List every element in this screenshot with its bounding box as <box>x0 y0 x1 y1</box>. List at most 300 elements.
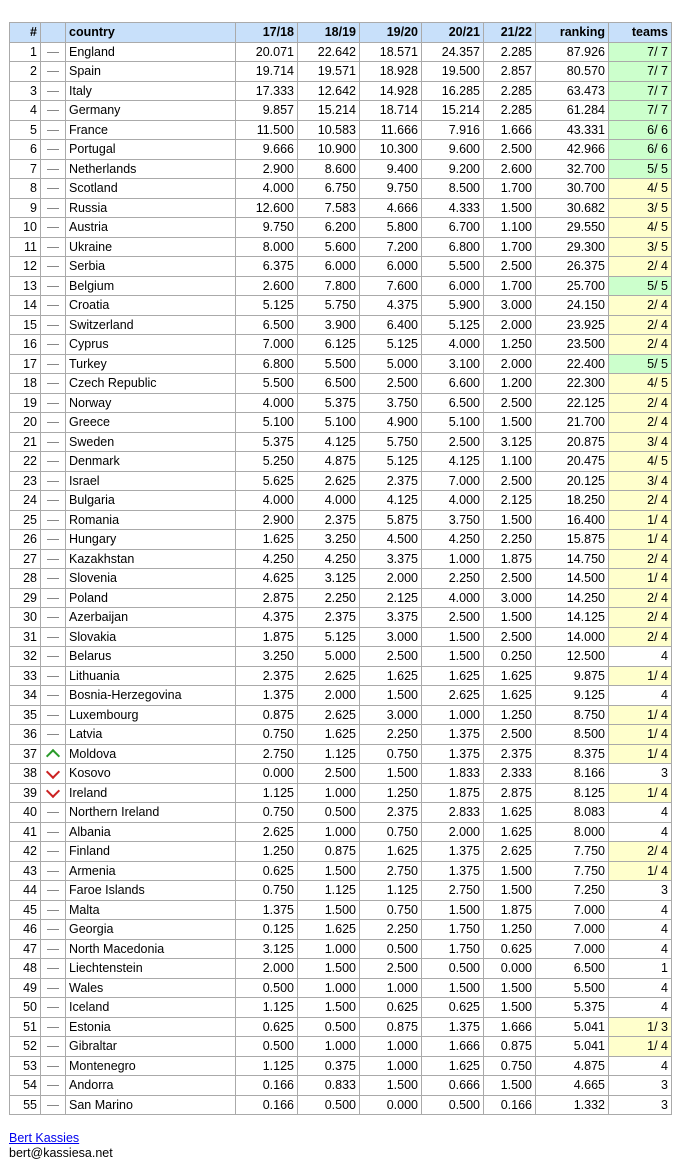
season-cell: 3.000 <box>360 705 422 725</box>
season-cell: 0.666 <box>422 1076 484 1096</box>
season-cell: 2.285 <box>484 101 536 121</box>
trend-unchanged-icon <box>47 1046 59 1047</box>
rank-cell: 16 <box>10 335 41 355</box>
season-cell: 5.125 <box>360 452 422 472</box>
ranking-cell: 15.875 <box>536 530 609 550</box>
trend-unchanged-icon <box>47 461 59 462</box>
season-cell: 1.625 <box>298 725 360 745</box>
teams-cell: 1 <box>609 959 672 979</box>
teams-cell: 4 <box>609 686 672 706</box>
ranking-cell: 25.700 <box>536 276 609 296</box>
ranking-cell: 7.750 <box>536 842 609 862</box>
rank-cell: 49 <box>10 978 41 998</box>
season-cell: 3.900 <box>298 315 360 335</box>
rank-cell: 19 <box>10 393 41 413</box>
season-cell: 1.750 <box>422 920 484 940</box>
table-row <box>10 725 672 745</box>
season-cell: 9.750 <box>236 218 298 238</box>
trend-unchanged-icon <box>47 1027 59 1028</box>
season-cell: 0.500 <box>360 939 422 959</box>
rank-cell: 11 <box>10 237 41 257</box>
season-cell: 1.500 <box>422 978 484 998</box>
trend-cell <box>41 939 66 959</box>
ranking-cell: 8.000 <box>536 822 609 842</box>
table-row <box>10 1095 672 1115</box>
season-cell: 6.125 <box>298 335 360 355</box>
season-cell: 0.250 <box>484 647 536 667</box>
teams-cell: 3/ 4 <box>609 432 672 452</box>
ranking-cell: 29.300 <box>536 237 609 257</box>
trend-cell <box>41 198 66 218</box>
teams-cell: 2/ 4 <box>609 257 672 277</box>
ranking-cell: 7.000 <box>536 920 609 940</box>
season-cell: 1.000 <box>298 1037 360 1057</box>
season-cell: 1.000 <box>360 978 422 998</box>
table-row <box>10 549 672 569</box>
table-row <box>10 179 672 199</box>
season-cell: 1.500 <box>484 881 536 901</box>
season-cell: 7.800 <box>298 276 360 296</box>
table-header-row <box>10 23 672 43</box>
season-cell: 15.214 <box>298 101 360 121</box>
season-cell: 8.000 <box>236 237 298 257</box>
season-cell: 2.375 <box>484 744 536 764</box>
trend-cell <box>41 315 66 335</box>
header-country[interactable]: country <box>66 23 236 43</box>
country-cell: Albania <box>66 822 236 842</box>
country-cell: Northern Ireland <box>66 803 236 823</box>
ranking-cell: 8.125 <box>536 783 609 803</box>
teams-cell: 3 <box>609 764 672 784</box>
country-cell: Denmark <box>66 452 236 472</box>
author-link[interactable]: Bert Kassies <box>9 1131 80 1145</box>
teams-cell: 2/ 4 <box>609 335 672 355</box>
season-cell: 5.800 <box>360 218 422 238</box>
trend-cell <box>41 549 66 569</box>
ranking-cell: 4.875 <box>536 1056 609 1076</box>
season-cell: 6.600 <box>422 374 484 394</box>
season-cell: 2.125 <box>484 491 536 511</box>
trend-unchanged-icon <box>47 383 59 384</box>
rank-cell: 20 <box>10 413 41 433</box>
country-cell: Wales <box>66 978 236 998</box>
season-cell: 6.000 <box>360 257 422 277</box>
country-cell: Moldova <box>66 744 236 764</box>
season-cell: 1.625 <box>298 920 360 940</box>
header-teams[interactable]: teams <box>609 23 672 43</box>
trend-unchanged-icon <box>47 247 59 248</box>
trend-cell <box>41 588 66 608</box>
table-row <box>10 842 672 862</box>
season-cell: 2.833 <box>422 803 484 823</box>
season-cell: 5.750 <box>360 432 422 452</box>
season-cell: 0.166 <box>484 1095 536 1115</box>
ranking-cell: 30.700 <box>536 179 609 199</box>
ranking-cell: 6.500 <box>536 959 609 979</box>
country-cell: Czech Republic <box>66 374 236 394</box>
season-cell: 9.857 <box>236 101 298 121</box>
season-cell: 4.250 <box>236 549 298 569</box>
season-cell: 3.375 <box>360 608 422 628</box>
season-cell: 2.625 <box>236 822 298 842</box>
table-row <box>10 218 672 238</box>
country-cell: Switzerland <box>66 315 236 335</box>
season-cell: 12.600 <box>236 198 298 218</box>
season-cell: 20.071 <box>236 42 298 62</box>
season-cell: 19.714 <box>236 62 298 82</box>
rank-cell: 30 <box>10 608 41 628</box>
table-row <box>10 510 672 530</box>
table-row <box>10 803 672 823</box>
season-cell: 5.875 <box>360 510 422 530</box>
season-cell: 6.500 <box>298 374 360 394</box>
country-cell: Kosovo <box>66 764 236 784</box>
trend-cell <box>41 666 66 686</box>
trend-cell <box>41 218 66 238</box>
country-cell: Armenia <box>66 861 236 881</box>
ranking-cell: 20.875 <box>536 432 609 452</box>
season-cell: 1.500 <box>298 861 360 881</box>
season-cell: 5.500 <box>422 257 484 277</box>
country-cell: Iceland <box>66 998 236 1018</box>
trend-unchanged-icon <box>47 286 59 287</box>
trend-unchanged-icon <box>47 130 59 131</box>
season-cell: 1.000 <box>298 822 360 842</box>
ranking-cell: 22.125 <box>536 393 609 413</box>
ranking-cell: 9.125 <box>536 686 609 706</box>
season-cell: 6.800 <box>236 354 298 374</box>
season-cell: 1.100 <box>484 218 536 238</box>
teams-cell: 4 <box>609 1056 672 1076</box>
trend-unchanged-icon <box>47 188 59 189</box>
season-cell: 5.500 <box>298 354 360 374</box>
rank-cell: 41 <box>10 822 41 842</box>
season-cell: 8.500 <box>422 179 484 199</box>
table-row <box>10 822 672 842</box>
season-cell: 1.625 <box>484 686 536 706</box>
season-cell: 2.600 <box>236 276 298 296</box>
season-cell: 9.200 <box>422 159 484 179</box>
season-cell: 17.333 <box>236 81 298 101</box>
teams-cell: 3/ 4 <box>609 471 672 491</box>
country-cell: Germany <box>66 101 236 121</box>
trend-unchanged-icon <box>47 520 59 521</box>
teams-cell: 2/ 4 <box>609 491 672 511</box>
season-cell: 1.125 <box>236 1056 298 1076</box>
trend-unchanged-icon <box>47 695 59 696</box>
teams-cell: 2/ 4 <box>609 842 672 862</box>
season-cell: 2.750 <box>360 861 422 881</box>
season-cell: 22.642 <box>298 42 360 62</box>
season-cell: 4.375 <box>236 608 298 628</box>
trend-cell <box>41 1017 66 1037</box>
trend-unchanged-icon <box>47 656 59 657</box>
table-row <box>10 939 672 959</box>
season-cell: 7.916 <box>422 120 484 140</box>
season-cell: 1.125 <box>236 783 298 803</box>
season-cell: 6.800 <box>422 237 484 257</box>
season-cell: 5.000 <box>298 647 360 667</box>
season-cell: 2.625 <box>298 666 360 686</box>
footer <box>9 1131 113 1161</box>
teams-cell: 4/ 5 <box>609 452 672 472</box>
season-cell: 1.666 <box>484 1017 536 1037</box>
table-row <box>10 452 672 472</box>
trend-unchanged-icon <box>47 149 59 150</box>
country-cell: Romania <box>66 510 236 530</box>
season-cell: 1.000 <box>298 978 360 998</box>
trend-unchanged-icon <box>47 305 59 306</box>
trend-cell <box>41 959 66 979</box>
rank-cell: 5 <box>10 120 41 140</box>
season-cell: 11.666 <box>360 120 422 140</box>
season-cell: 1.375 <box>422 744 484 764</box>
rank-cell: 37 <box>10 744 41 764</box>
teams-cell: 4/ 5 <box>609 218 672 238</box>
rank-cell: 48 <box>10 959 41 979</box>
teams-cell: 2/ 4 <box>609 296 672 316</box>
season-cell: 4.000 <box>422 491 484 511</box>
table-row <box>10 354 672 374</box>
teams-cell: 1/ 4 <box>609 783 672 803</box>
season-cell: 0.833 <box>298 1076 360 1096</box>
rank-cell: 39 <box>10 783 41 803</box>
season-cell: 0.000 <box>484 959 536 979</box>
rank-cell: 47 <box>10 939 41 959</box>
rank-cell: 36 <box>10 725 41 745</box>
season-cell: 1.000 <box>360 1037 422 1057</box>
country-cell: Russia <box>66 198 236 218</box>
trend-cell <box>41 998 66 1018</box>
trend-unchanged-icon <box>47 617 59 618</box>
ranking-cell: 23.500 <box>536 335 609 355</box>
header-1718[interactable]: 17/18 <box>236 23 298 43</box>
table-row <box>10 81 672 101</box>
ranking-cell: 42.966 <box>536 140 609 160</box>
header-1920[interactable]: 19/20 <box>360 23 422 43</box>
season-cell: 0.625 <box>236 861 298 881</box>
ranking-cell: 18.250 <box>536 491 609 511</box>
season-cell: 4.000 <box>422 588 484 608</box>
trend-cell <box>41 257 66 277</box>
season-cell: 5.375 <box>298 393 360 413</box>
trend-cell <box>41 1095 66 1115</box>
country-cell: North Macedonia <box>66 939 236 959</box>
country-cell: Netherlands <box>66 159 236 179</box>
season-cell: 3.250 <box>298 530 360 550</box>
trend-cell <box>41 881 66 901</box>
season-cell: 1.500 <box>484 413 536 433</box>
ranking-cell: 8.083 <box>536 803 609 823</box>
season-cell: 1.500 <box>422 900 484 920</box>
trend-cell <box>41 1076 66 1096</box>
trend-cell <box>41 491 66 511</box>
table-row <box>10 1076 672 1096</box>
season-cell: 0.500 <box>236 978 298 998</box>
season-cell: 0.875 <box>298 842 360 862</box>
country-cell: Lithuania <box>66 666 236 686</box>
season-cell: 2.000 <box>484 354 536 374</box>
trend-cell <box>41 471 66 491</box>
trend-unchanged-icon <box>47 637 59 638</box>
season-cell: 19.571 <box>298 62 360 82</box>
rank-cell: 55 <box>10 1095 41 1115</box>
season-cell: 2.000 <box>484 315 536 335</box>
trend-cell <box>41 842 66 862</box>
season-cell: 3.000 <box>484 296 536 316</box>
season-cell: 5.100 <box>422 413 484 433</box>
season-cell: 1.750 <box>422 939 484 959</box>
season-cell: 0.750 <box>360 900 422 920</box>
season-cell: 4.125 <box>360 491 422 511</box>
ranking-cell: 22.300 <box>536 374 609 394</box>
season-cell: 1.625 <box>422 666 484 686</box>
season-cell: 1.500 <box>484 510 536 530</box>
season-cell: 0.166 <box>236 1095 298 1115</box>
season-cell: 4.000 <box>298 491 360 511</box>
trend-unchanged-icon <box>47 949 59 950</box>
season-cell: 4.000 <box>236 179 298 199</box>
season-cell: 8.600 <box>298 159 360 179</box>
trend-unchanged-icon <box>47 1105 59 1106</box>
header-2021[interactable]: 20/21 <box>422 23 484 43</box>
table-row <box>10 920 672 940</box>
country-cell: Belgium <box>66 276 236 296</box>
season-cell: 5.000 <box>360 354 422 374</box>
season-cell: 1.500 <box>360 686 422 706</box>
season-cell: 0.500 <box>298 1017 360 1037</box>
trend-unchanged-icon <box>47 1066 59 1067</box>
season-cell: 1.250 <box>484 705 536 725</box>
trend-cell <box>41 432 66 452</box>
rank-cell: 35 <box>10 705 41 725</box>
ranking-cell: 14.125 <box>536 608 609 628</box>
header-1819[interactable]: 18/19 <box>298 23 360 43</box>
teams-cell: 6/ 6 <box>609 140 672 160</box>
ranking-cell: 32.700 <box>536 159 609 179</box>
rank-cell: 12 <box>10 257 41 277</box>
trend-cell <box>41 159 66 179</box>
trend-cell <box>41 608 66 628</box>
teams-cell: 7/ 7 <box>609 62 672 82</box>
rank-cell: 26 <box>10 530 41 550</box>
season-cell: 2.500 <box>484 471 536 491</box>
season-cell: 1.000 <box>360 1056 422 1076</box>
season-cell: 1.375 <box>422 861 484 881</box>
season-cell: 3.000 <box>360 627 422 647</box>
teams-cell: 4/ 5 <box>609 179 672 199</box>
season-cell: 7.000 <box>422 471 484 491</box>
table-row <box>10 978 672 998</box>
trend-unchanged-icon <box>47 890 59 891</box>
season-cell: 0.750 <box>236 881 298 901</box>
trend-cell <box>41 120 66 140</box>
season-cell: 3.000 <box>484 588 536 608</box>
table-row <box>10 764 672 784</box>
header-rank[interactable]: # <box>10 23 41 43</box>
table-row <box>10 705 672 725</box>
table-body <box>10 42 672 1115</box>
season-cell: 2.000 <box>422 822 484 842</box>
season-cell: 1.700 <box>484 237 536 257</box>
season-cell: 18.571 <box>360 42 422 62</box>
country-cell: Spain <box>66 62 236 82</box>
country-cell: Bulgaria <box>66 491 236 511</box>
season-cell: 6.200 <box>298 218 360 238</box>
rank-cell: 25 <box>10 510 41 530</box>
country-cell: Scotland <box>66 179 236 199</box>
ranking-cell: 22.400 <box>536 354 609 374</box>
table-row <box>10 140 672 160</box>
season-cell: 7.600 <box>360 276 422 296</box>
season-cell: 1.000 <box>298 783 360 803</box>
header-2122[interactable]: 21/22 <box>484 23 536 43</box>
season-cell: 0.125 <box>236 920 298 940</box>
trend-unchanged-icon <box>47 988 59 989</box>
season-cell: 1.375 <box>422 842 484 862</box>
season-cell: 0.625 <box>422 998 484 1018</box>
season-cell: 1.500 <box>484 198 536 218</box>
season-cell: 1.500 <box>298 900 360 920</box>
country-cell: Greece <box>66 413 236 433</box>
season-cell: 16.285 <box>422 81 484 101</box>
season-cell: 4.000 <box>236 393 298 413</box>
season-cell: 5.125 <box>360 335 422 355</box>
country-cell: Poland <box>66 588 236 608</box>
trend-unchanged-icon <box>47 871 59 872</box>
trend-cell <box>41 62 66 82</box>
trend-unchanged-icon <box>47 403 59 404</box>
ranking-cell: 4.665 <box>536 1076 609 1096</box>
ranking-cell: 61.284 <box>536 101 609 121</box>
season-cell: 2.875 <box>484 783 536 803</box>
season-cell: 1.000 <box>422 549 484 569</box>
season-cell: 2.000 <box>236 959 298 979</box>
season-cell: 1.125 <box>360 881 422 901</box>
rank-cell: 50 <box>10 998 41 1018</box>
table-row <box>10 237 672 257</box>
season-cell: 1.125 <box>236 998 298 1018</box>
season-cell: 6.500 <box>422 393 484 413</box>
country-cell: Norway <box>66 393 236 413</box>
teams-cell: 4 <box>609 822 672 842</box>
season-cell: 4.875 <box>298 452 360 472</box>
teams-cell: 4/ 5 <box>609 374 672 394</box>
ranking-cell: 87.926 <box>536 42 609 62</box>
season-cell: 9.600 <box>422 140 484 160</box>
teams-cell: 1/ 4 <box>609 861 672 881</box>
season-cell: 2.285 <box>484 81 536 101</box>
trend-cell <box>41 725 66 745</box>
rank-cell: 54 <box>10 1076 41 1096</box>
season-cell: 2.875 <box>236 588 298 608</box>
trend-cell <box>41 140 66 160</box>
trend-unchanged-icon <box>47 715 59 716</box>
trend-unchanged-icon <box>47 266 59 267</box>
header-ranking[interactable]: ranking <box>536 23 609 43</box>
country-cell: Faroe Islands <box>66 881 236 901</box>
ranking-cell: 20.475 <box>536 452 609 472</box>
trend-unchanged-icon <box>47 110 59 111</box>
ranking-cell: 9.875 <box>536 666 609 686</box>
teams-cell: 2/ 4 <box>609 608 672 628</box>
ranking-cell: 5.041 <box>536 1037 609 1057</box>
season-cell: 10.583 <box>298 120 360 140</box>
season-cell: 5.600 <box>298 237 360 257</box>
season-cell: 1.833 <box>422 764 484 784</box>
rank-cell: 8 <box>10 179 41 199</box>
trend-unchanged-icon <box>47 1085 59 1086</box>
